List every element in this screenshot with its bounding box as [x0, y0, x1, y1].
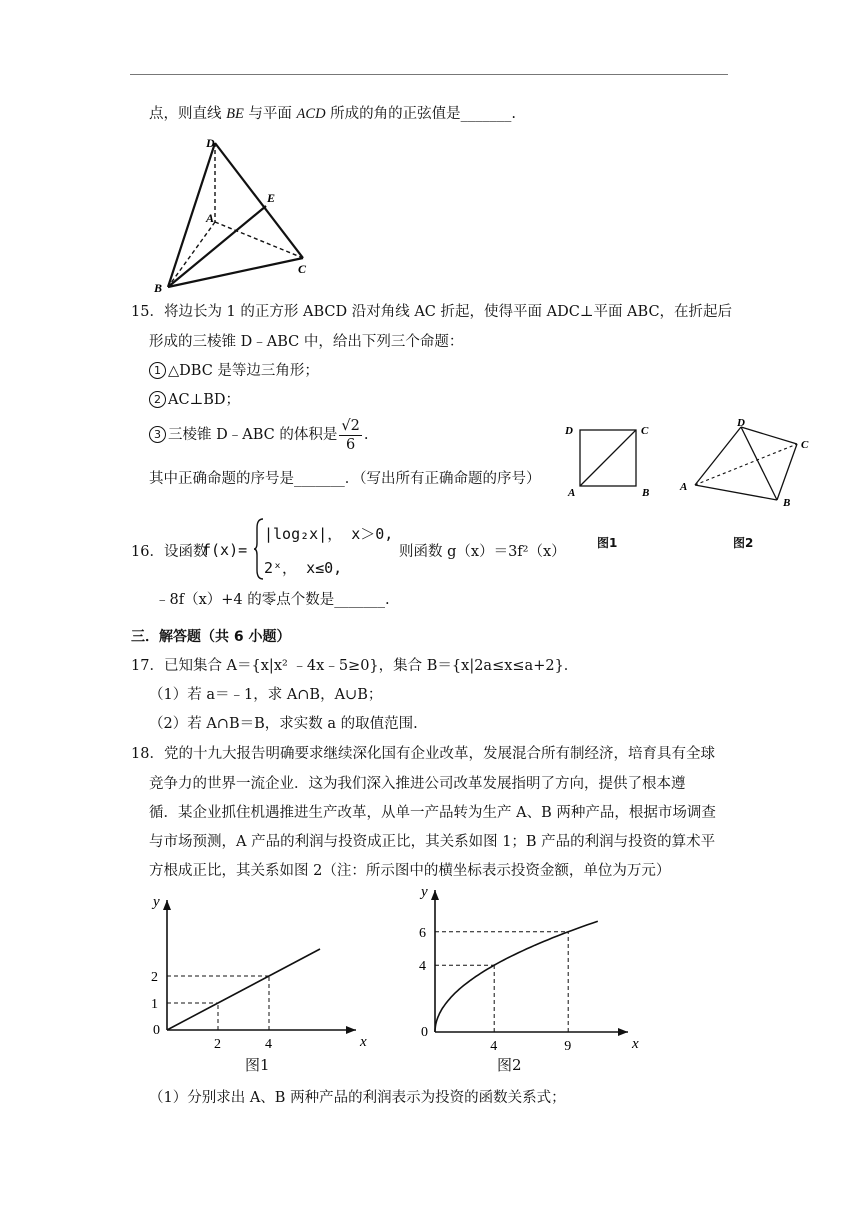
q15-p3-fraction: [339, 417, 361, 454]
q15-fig1-caption: 图1: [597, 536, 618, 550]
q16-line2: ﹣8f（x）+4 的零点个数是_______.: [155, 592, 390, 608]
q16-func: f(x)=: [202, 541, 248, 559]
q16-brace: [254, 518, 262, 580]
q15-p3-end: .: [363, 427, 369, 443]
y-tick-label: 1: [151, 997, 158, 1012]
y-tick-label: 4: [419, 959, 426, 975]
q17-sub2: （2）若 A∩B＝B，求实数 a 的取值范围.: [149, 716, 418, 732]
q14-text-b: 与平面: [243, 106, 297, 122]
q18-chart-1: [140, 888, 370, 1073]
q14-text-c: 所成的角的正弦值是: [325, 106, 461, 122]
q18-fig1-caption: 图1: [245, 1056, 270, 1074]
fig2-label-a: A: [680, 481, 688, 493]
q18-line5: 方根成正比，其关系如图 2（注：所示图中的横坐标表示投资金额，单位为万元）: [149, 863, 671, 879]
q14-question-line: [149, 104, 516, 124]
q15-proposition-2: [149, 390, 240, 410]
q16-number-prefix: [131, 542, 207, 562]
x-axis-arrow: [346, 1026, 356, 1034]
y-axis-arrow: [163, 900, 171, 910]
q18-number: 18．: [131, 746, 164, 762]
fig1-label-b: B: [642, 487, 650, 499]
x-axis-arrow: [618, 1028, 628, 1036]
series-line: [435, 921, 598, 1032]
q15-number: 15．: [131, 304, 164, 320]
x-axis-label: x: [360, 1034, 367, 1050]
q15-p2-mark: 2: [149, 391, 166, 408]
q14-text-a: 点，则直线: [149, 106, 227, 122]
q14-label-d: D: [206, 136, 215, 150]
y-axis-label: y: [153, 894, 160, 910]
x-tick-label: 9: [564, 1039, 572, 1054]
section3-title: 三．解答题（共 6 小题）: [131, 629, 291, 645]
y-axis-label: y: [421, 884, 428, 900]
q18-line1-text: 党的十九大报告明确要求继续深化国有企业改革，发展混合所有制经济，培育具有全球: [163, 746, 715, 762]
q14-blank: _______: [460, 106, 512, 122]
q15-line1: [131, 302, 732, 322]
q16-case1: |log₂x|， x＞0,: [264, 525, 394, 543]
q15-p2-text: AC⊥BD；: [168, 392, 240, 408]
q15-p3-mark: 3: [149, 426, 166, 443]
q18-line3: 循．某企业抓住机遇推进生产改革，从单一产品转为生产 A、B 两种产品，根据市场调查: [149, 805, 716, 821]
q16-case2: 2ˣ， x≤0,: [264, 559, 343, 577]
q15-p3-num: √2: [341, 417, 360, 434]
x-tick-label: 2: [214, 1037, 221, 1052]
q15-answer-line: 其中正确命题的序号是_______．（写出所有正确命题的序号）: [149, 471, 541, 487]
q18-sub1: （1）分别求出 A、B 两种产品的利润表示为投资的函数关系式；: [149, 1090, 566, 1106]
x-tick-label: 4: [265, 1037, 272, 1052]
q15-line1-text: 将边长为 1 的正方形 ABCD 沿对角线 AC 折起，使得平面 ADC⊥平面 ABC，在折起后: [163, 304, 733, 320]
q15-fig2-caption: 图2: [733, 536, 754, 550]
q15-p3-den: 6: [345, 436, 356, 453]
fig2-label-b: B: [783, 497, 791, 509]
header-rule: [130, 74, 728, 75]
x-tick-label: 4: [490, 1039, 498, 1054]
fig2-label-d: D: [737, 417, 745, 429]
q15-fig2-folded: [675, 412, 835, 517]
q18-line4: 与市场预测，A 产品的利润与投资成正比，其关系如图 1；B 产品的利润与投资的算术平: [149, 834, 716, 850]
q17-text: 已知集合 A＝{x|x² ﹣4x﹣5≥0}，集合 B＝{x|2a≤x≤a+2}．: [163, 658, 579, 674]
q15-proposition-1: [149, 361, 319, 381]
q16-suffix: 则函数 g（x）＝3f²（x）: [399, 544, 566, 560]
y-tick-label: 2: [151, 970, 158, 985]
q14-be: BE: [226, 106, 244, 122]
q16-prefix: 设函数: [163, 544, 208, 560]
q17-sub1: （1）若 a＝﹣1，求 A∩B，A∪B；: [149, 687, 383, 703]
fig1-label-d: D: [565, 425, 573, 437]
q14-label-c: C: [298, 262, 307, 276]
q18-fig2-caption: 图2: [497, 1056, 522, 1074]
q14-label-e: E: [267, 191, 276, 205]
x-axis-label: x: [632, 1036, 639, 1052]
q15-p1-text: △DBC 是等边三角形；: [168, 363, 319, 379]
fig1-label-a: A: [568, 487, 576, 499]
q15-proposition-3: [149, 414, 368, 456]
q17-number: 17．: [131, 658, 164, 674]
q14-acd: ACD: [296, 106, 326, 122]
fig1-label-c: C: [641, 425, 649, 437]
q18-line2: 竞争力的世界一流企业．这为我们深入推进公司改革发展指明了方向，提供了根本遵: [149, 776, 686, 792]
x-tick-label: 0: [421, 1025, 428, 1040]
q18-line1: [131, 744, 715, 764]
q17-line: [131, 656, 578, 676]
q18-chart-2: [400, 882, 640, 1072]
q14-label-a: A: [206, 211, 215, 225]
q14-label-b: B: [154, 281, 163, 295]
series-line: [167, 949, 320, 1030]
q16-number: 16．: [131, 544, 164, 560]
y-tick-label: 6: [419, 925, 426, 941]
q15-fig1-square: [560, 418, 660, 508]
q15-p3-text: 三棱锥 D﹣ABC 的体积是: [168, 427, 338, 443]
q15-p1-mark: 1: [149, 362, 166, 379]
q14-tetrahedron-figure: [140, 130, 320, 295]
q15-line2: 形成的三棱锥 D﹣ABC 中，给出下列三个命题：: [149, 334, 464, 350]
y-axis-arrow: [431, 890, 439, 900]
x-tick-label: 0: [153, 1023, 160, 1038]
q14-end: .: [511, 106, 517, 122]
fig2-label-c: C: [801, 439, 809, 451]
